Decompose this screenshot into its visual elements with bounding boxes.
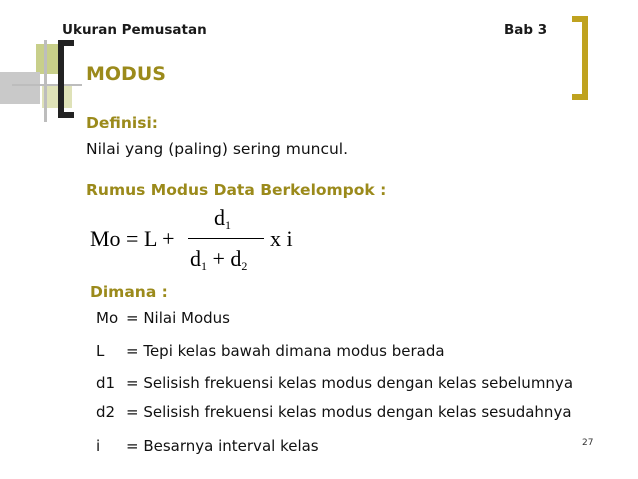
variable-symbol: d1 (96, 374, 116, 392)
variable-description: = Selisish frekuensi kelas modus dengan kelas sesudahnya (126, 403, 572, 421)
left-bracket (58, 40, 74, 118)
dimana-label: Dimana : (90, 283, 168, 301)
right-bracket (572, 16, 588, 100)
definition-label: Definisi: (86, 114, 158, 132)
variable-description: = Tepi kelas bawah dimana modus berada (126, 342, 445, 360)
variable-row-l (96, 342, 445, 360)
variable-row-d1 (96, 374, 573, 392)
variable-row-mo (96, 309, 230, 327)
decor-vertical-line (44, 40, 47, 122)
variable-symbol: L (96, 342, 105, 360)
formula-rhs: x i (270, 226, 293, 251)
slide-title: MODUS (86, 63, 166, 85)
decor-square-gray (0, 72, 40, 104)
formula-numerator: $d_1$ (214, 205, 231, 232)
variable-row-d2 (96, 403, 572, 421)
page-number: 27 (582, 438, 594, 448)
definition-text: Nilai yang (paling) sering muncul. (86, 140, 349, 158)
variable-description: = Selisish frekuensi kelas modus dengan kelas sebelumnya (126, 374, 574, 392)
variable-symbol: d2 (96, 403, 116, 421)
variable-description: = Besarnya interval kelas (126, 437, 319, 455)
variable-symbol: Mo (96, 309, 119, 327)
formula-label: Rumus Modus Data Berkelompok : (86, 181, 387, 199)
variable-symbol: i (96, 437, 101, 455)
formula-lhs: Mo = L + (90, 226, 175, 251)
header-topic: Ukuran Pemusatan (62, 22, 207, 38)
variable-description: = Nilai Modus (126, 309, 230, 327)
fraction-bar (188, 238, 264, 239)
formula-denominator: $d_1 + d_2$ (190, 246, 248, 273)
variable-row-i (96, 437, 319, 455)
header-chapter: Bab 3 (504, 22, 548, 38)
